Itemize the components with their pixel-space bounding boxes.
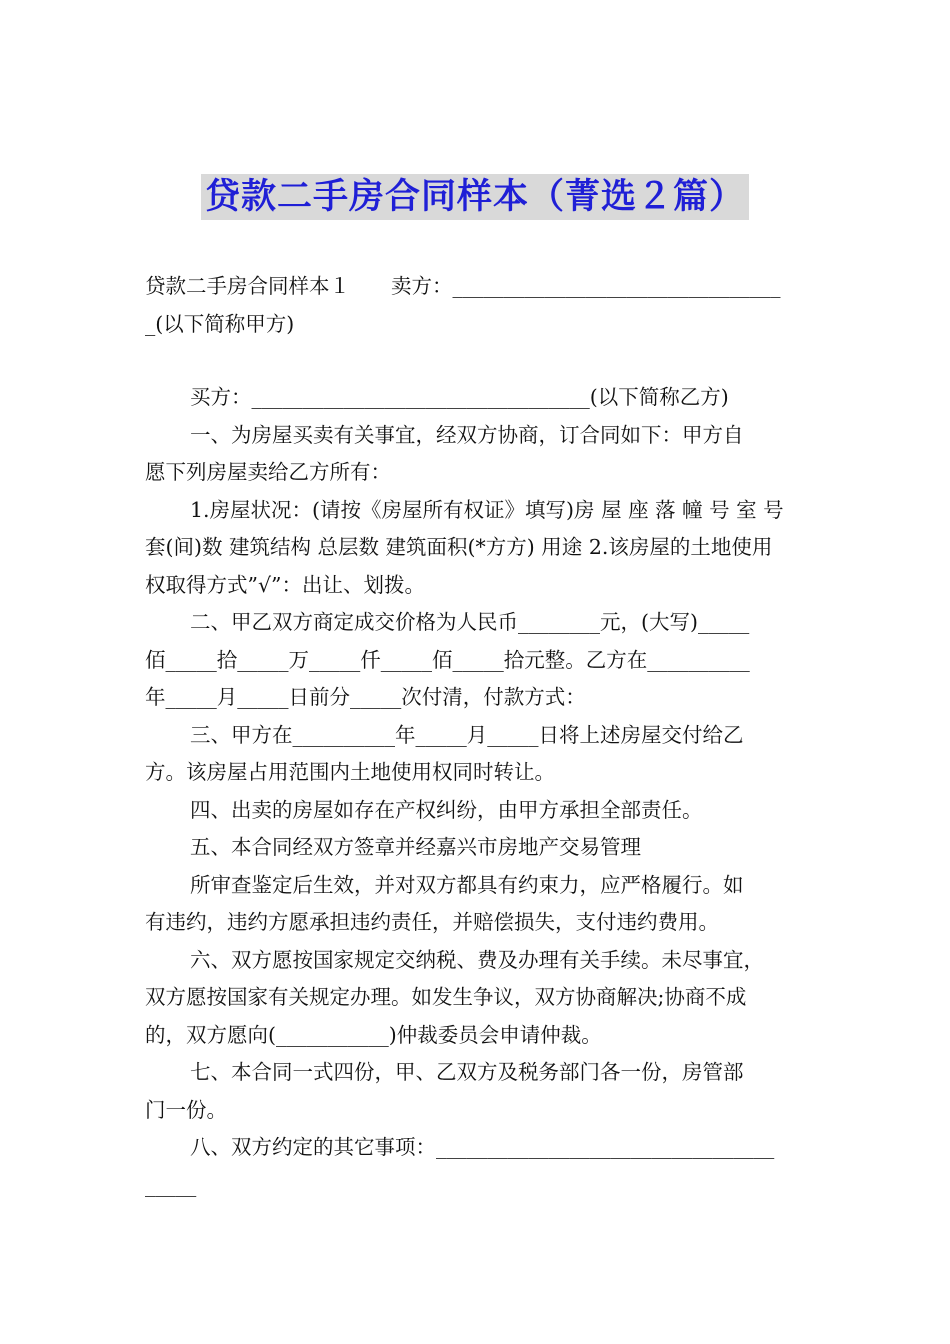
paragraph-gap (145, 343, 807, 379)
paragraph-line: 佰_____拾_____万_____仟_____佰_____拾元整。乙方在__________ (145, 647, 750, 672)
paragraph-line: 二、甲乙双方商定成交价格为人民币________元，(大写)_____ (190, 610, 750, 634)
paragraph-line: 八、双方约定的其它事项：_________________________________ (190, 1135, 775, 1159)
paragraph-line: 三、甲方在__________年_____月_____日将上述房屋交付给乙 (190, 722, 744, 747)
paragraph-line: 四、出卖的房屋如存在产权纠纷，由甲方承担全部责任。 (190, 797, 703, 822)
paragraph-line: 愿下列房屋卖给乙方所有： (145, 460, 391, 484)
paragraph-line: 1.房屋状况：(请按《房屋所有权证》填写)房 屋 座 落 幢 号 室 号 (190, 497, 784, 522)
paragraph-line: 年_____月_____日前分_____次付清，付款方式： (145, 685, 586, 709)
paragraph-line: 所审查鉴定后生效，并对双方都具有约束力，应严格履行。如 (190, 872, 744, 897)
paragraph-line: 权取得方式”√”：出让、划拨。 (145, 572, 426, 597)
paragraph-line: 六、双方愿按国家规定交纳税、费及办理有关手续。未尽事宜， (190, 947, 764, 972)
paragraph-line: 套(间)数 建筑结构 总层数 建筑面积(*方方) 用途 2.该房屋的土地使用 (145, 535, 773, 559)
paragraph-line: 门一份。 (145, 1097, 227, 1122)
title-container (0, 174, 950, 220)
document-body (145, 268, 807, 1204)
document-title: 贷款二手房合同样本（菁选２篇） (201, 174, 749, 220)
paragraph-line: 的，双方愿向(___________)仲裁委员会申请仲裁。 (145, 1022, 602, 1047)
paragraph-line: 方。该房屋占用范围内土地使用权同时转让。 (145, 760, 555, 784)
paragraph-line: 双方愿按国家有关规定办理。如发生争议，双方协商解决;协商不成 (145, 985, 747, 1009)
paragraph-line: 贷款二手房合同样本１ 卖方：________________________________ (145, 274, 781, 298)
paragraph-line: 七、本合同一式四份，甲、乙双方及税务部门各一份，房管部 (190, 1060, 744, 1084)
paragraph-line: 有违约，违约方愿承担违约责任，并赔偿损失，支付违约费用。 (145, 910, 719, 934)
paragraph-line: _(以下简称甲方) (145, 311, 295, 336)
paragraph-line: 五、本合同经双方签章并经嘉兴市房地产交易管理 (190, 835, 641, 859)
paragraph-line: 买方：_________________________________(以下简称乙方) (190, 385, 729, 409)
paragraph-line: _____ (145, 1172, 197, 1197)
paragraph-line: 一、为房屋买卖有关事宜，经双方协商，订合同如下：甲方自 (190, 422, 744, 447)
